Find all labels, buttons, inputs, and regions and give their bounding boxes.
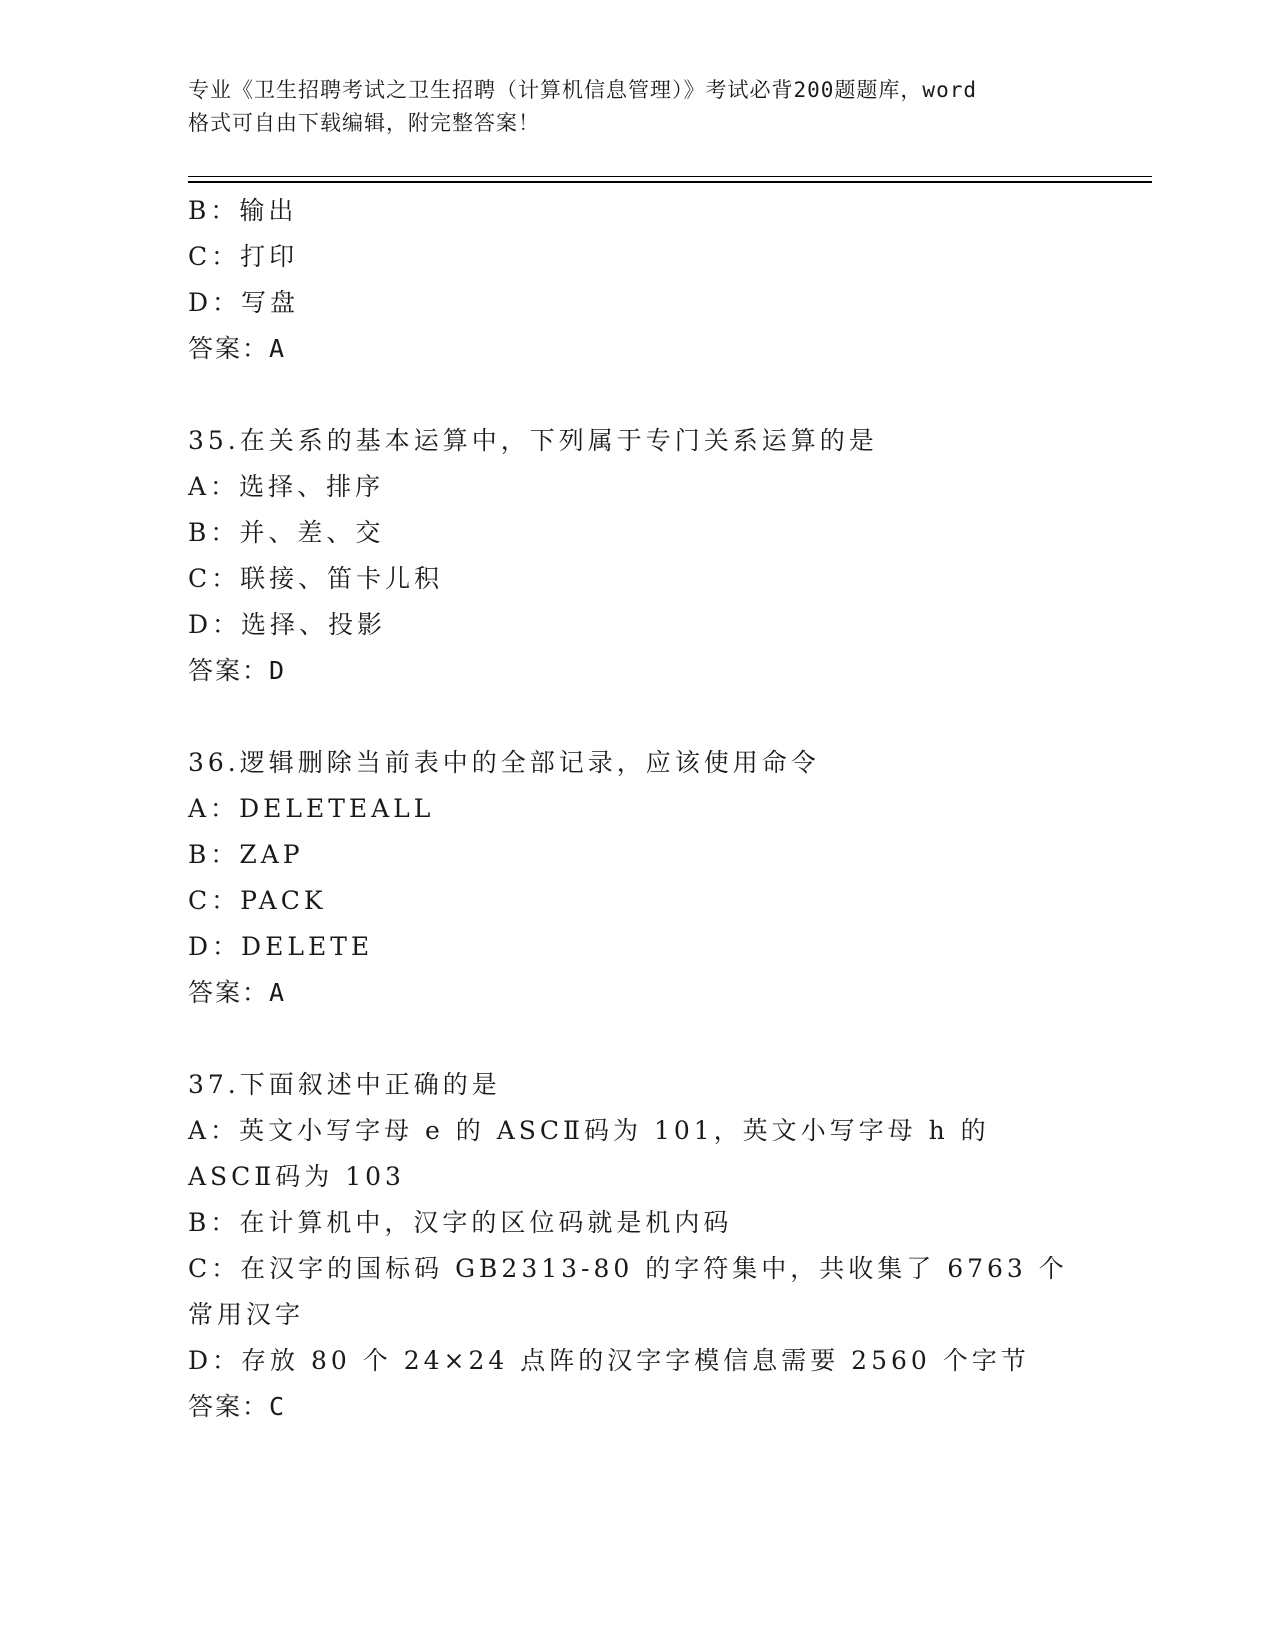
answer-value: A: [269, 334, 287, 363]
header-divider-thick: [188, 181, 1152, 183]
option-text: 选择、排序: [239, 472, 385, 501]
option-d: [188, 602, 1088, 648]
option-label: B：: [188, 1208, 240, 1237]
option-label: C：: [188, 886, 241, 915]
answer-value: D: [269, 656, 287, 685]
option-label: B：: [188, 518, 240, 547]
option-label: B：: [188, 840, 240, 869]
answer-label: 答案：: [188, 656, 270, 685]
option-a: [188, 786, 1088, 832]
answer-line: [188, 326, 1088, 372]
answer-value: A: [269, 978, 287, 1007]
question-34: [188, 188, 1088, 372]
option-text: 在汉字的国标码 GB2313-80 的字符集中，共收集了 6763 个常用汉字: [188, 1254, 1068, 1329]
option-label: D：: [188, 288, 242, 317]
answer-label: 答案：: [188, 1392, 270, 1421]
option-text: 打印: [240, 242, 299, 271]
option-c: [188, 556, 1088, 602]
option-text: ZAP: [239, 840, 304, 869]
option-label: C：: [188, 564, 241, 593]
answer-label: 答案：: [188, 334, 270, 363]
option-label: A：: [188, 1116, 240, 1145]
spacer: [188, 1016, 1088, 1062]
option-label: B：: [188, 196, 240, 225]
option-text: PACK: [240, 886, 327, 915]
option-d: [188, 1338, 1088, 1384]
option-b: [188, 1200, 1088, 1246]
question-text: 37.下面叙述中正确的是: [188, 1070, 501, 1099]
option-text: 联接、笛卡儿积: [240, 564, 444, 593]
option-text: DELETE: [241, 932, 374, 961]
spacer: [188, 694, 1088, 740]
option-c: [188, 1246, 1088, 1338]
option-label: D：: [188, 610, 242, 639]
header-line-1: 专业《卫生招聘考试之卫生招聘（计算机信息管理）》考试必背200题题库，word: [188, 78, 977, 102]
question-text: 35.在关系的基本运算中，下列属于专门关系运算的是: [188, 426, 878, 455]
question-36: [188, 740, 1088, 1016]
option-b: [188, 832, 1088, 878]
option-text: 并、差、交: [239, 518, 385, 547]
document-header: [188, 74, 1088, 140]
option-text: 在计算机中，汉字的区位码就是机内码: [239, 1208, 733, 1237]
option-text: 选择、投影: [241, 610, 387, 639]
question-list: [188, 188, 1088, 1430]
option-text: 存放 80 个 24×24 点阵的汉字字模信息需要 2560 个字节: [241, 1346, 1030, 1375]
option-a: [188, 1108, 1088, 1200]
option-d: [188, 924, 1088, 970]
answer-value: C: [269, 1392, 287, 1421]
option-text: DELETEALL: [239, 794, 435, 823]
option-label: A：: [188, 794, 240, 823]
answer-line: [188, 648, 1088, 694]
question-37: [188, 1062, 1088, 1430]
option-text: 英文小写字母 e 的 ASCⅡ码为 101，英文小写字母 h 的 ASCⅡ码为 103: [188, 1116, 990, 1191]
header-line-2: 格式可自由下载编辑，附完整答案！: [188, 111, 540, 135]
option-c: [188, 234, 1088, 280]
answer-label: 答案：: [188, 978, 270, 1007]
option-b: [188, 188, 1088, 234]
option-d: [188, 280, 1088, 326]
option-label: D：: [188, 932, 242, 961]
option-label: A：: [188, 472, 240, 501]
option-label: D：: [188, 1346, 242, 1375]
option-text: 写盘: [241, 288, 300, 317]
question-text: 36.逻辑删除当前表中的全部记录，应该使用命令: [188, 748, 820, 777]
option-label: C：: [188, 1254, 241, 1283]
option-b: [188, 510, 1088, 556]
option-c: [188, 878, 1088, 924]
question-35: [188, 418, 1088, 694]
option-a: [188, 464, 1088, 510]
option-text: 输出: [239, 196, 298, 225]
option-label: C：: [188, 242, 241, 271]
spacer: [188, 372, 1088, 418]
header-divider-thin: [188, 176, 1152, 177]
answer-line: [188, 1384, 1088, 1430]
answer-line: [188, 970, 1088, 1016]
